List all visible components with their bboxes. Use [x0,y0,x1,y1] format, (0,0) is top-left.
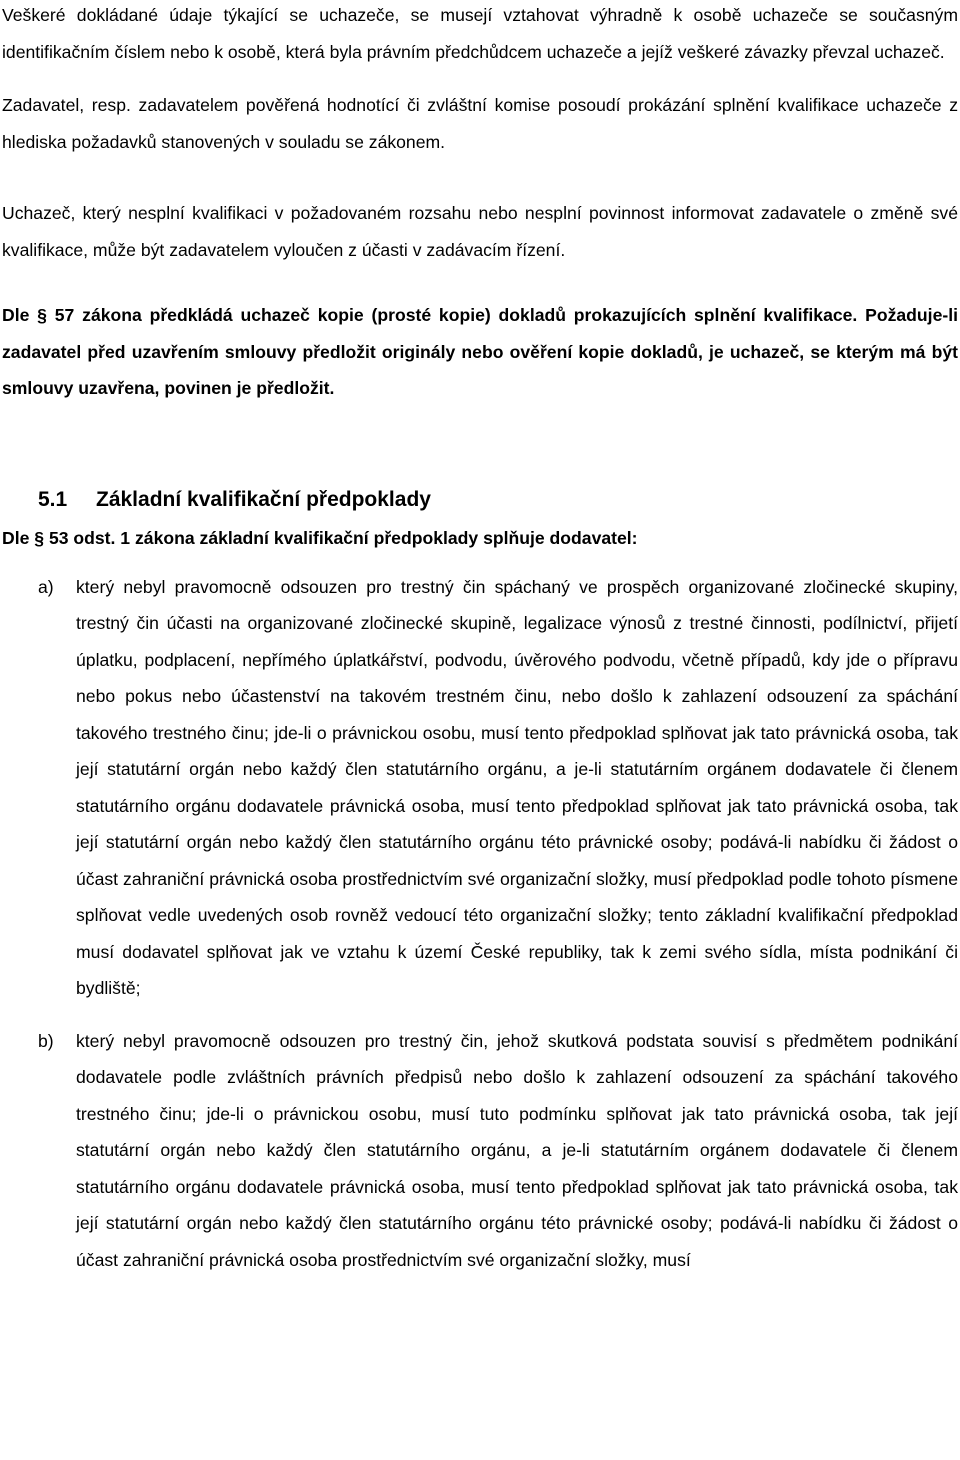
list-item-text: který nebyl pravomocně odsouzen pro trestný čin spáchaný ve prospěch organizované zločinecké skupiny, trestný čin účasti na organizované zločinecké skupině, legalizace výnosů z trestné činnosti, podílnictví, přijetí úplatku, podplacení, nepřímého úplatkářství, podvodu, úvěrového podvodu, včetně případů, kdy jde o přípravu nebo pokus nebo účastenství na takovém trestném činu, nebo došlo k zahlazení odsouzení za spáchání takového trestného činu; jde-li o právnickou osobu, musí tento předpoklad splňovat jak tato právnická osoba, tak její statutární orgán nebo každý člen statutárního orgánu, a je-li statutárním orgánem dodavatele či členem statutárního orgánu dodavatele právnická osoba, musí tento předpoklad splňovat jak tato právnická osoba, tak její statutární orgán nebo každý člen statutárního orgánu této právnické osoby; podává-li nabídku či žádost o účast zahraniční právnická osoba prostřednictvím své organizační složky, musí předpoklad podle tohoto písmene splňovat vedle uvedených osob rovněž vedoucí této organizační složky; tento základní kvalifikační předpoklad musí dodavatel splňovat jak ve vztahu k území České republiky, tak k zemi svého sídla, místa podnikání či bydliště; [76,576,958,998]
list-item [2,1023,958,1279]
section-heading [2,485,958,515]
list-marker: a) [38,576,54,597]
list-marker: b) [38,1030,54,1051]
paragraph-exclusion: Uchazeč, který nesplní kvalifikaci v požadovaném rozsahu nebo nesplní povinnost informovat zadavatele o změně své kvalifikace, může být zadavatelem vyloučen z účasti v zadávacím řízení. [2,203,958,260]
paragraph-copies: Dle § 57 zákona předkládá uchazeč kopie (prosté kopie) dokladů prokazujících splnění kvalifikace. Požaduje-li zadavatel před uzavřením smlouvy předložit originály nebo ověření kopie dokladů, je uchazeč, se kterým má být smlouvy uzavřena, povinen je předložit. [2,305,958,398]
section-title: Základní kvalifikační předpoklady [96,487,431,511]
section-intro: Dle § 53 odst. 1 zákona základní kvalifikační předpoklady splňuje dodavatel: [2,527,638,548]
section-number: 5.1 [38,487,68,511]
paragraph-identification: Veškeré dokládané údaje týkající se uchazeče, se musejí vztahovat výhradně k osobě uchazeče se současným identifikačním číslem nebo k osobě, která byla právním předchůdcem uchazeče a jejíž veškeré závazky převzal uchazeč. [2,5,958,62]
requirements-list [2,569,958,1279]
list-item [2,569,958,1007]
paragraph-evaluation: Zadavatel, resp. zadavatelem pověřená hodnotící či zvláštní komise posoudí prokázání splnění kvalifikace uchazeče z hlediska požadavků stanovených v souladu se zákonem. [2,95,958,152]
list-item-text: který nebyl pravomocně odsouzen pro trestný čin, jehož skutková podstata souvisí s předmětem podnikání dodavatele podle zvláštních právních předpisů nebo došlo k zahlazení odsouzení za spáchání takového trestného činu; jde-li o právnickou osobu, musí tuto podmínku splňovat jak tato právnická osoba, tak její statutární orgán nebo každý člen statutárního orgánu, a je-li statutárním orgánem dodavatele či členem statutárního orgánu dodavatele právnická osoba, musí tento předpoklad splňovat jak tato právnická osoba, tak její statutární orgán nebo každý člen statutárního orgánu této právnické osoby; podává-li nabídku či žádost o účast zahraniční právnická osoba prostřednictvím své organizační složky, musí [76,1030,958,1270]
